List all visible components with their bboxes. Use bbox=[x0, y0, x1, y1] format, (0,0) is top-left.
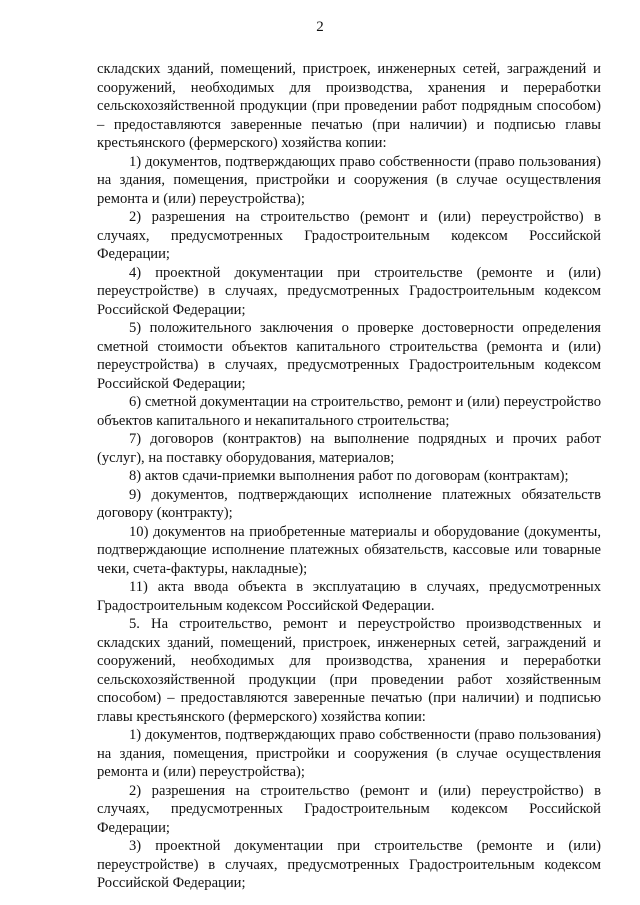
list-item: 1) документов, подтверждающих право собственности (право пользования) на здания, помещения, пристройки и сооружения (в случае осуществления ремонта и (или) переустройства); bbox=[97, 153, 601, 207]
list-item: 5) положительного заключения о проверке достоверности определения сметной стоимости объектов капитального строительства (ремонта и (или) переустройства) в случаях, предусмотренных Градостроительным кодексом Российской Федерации; bbox=[97, 320, 601, 392]
list-item: 9) документов, подтверждающих исполнение платежных обязательств договору (контракту); bbox=[97, 486, 601, 521]
list-item: 7) договоров (контрактов) на выполнение подрядных и прочих работ (услуг), на поставку оборудования, материалов; bbox=[97, 431, 601, 466]
document-body bbox=[97, 60, 601, 893]
list-item: 8) актов сдачи-приемки выполнения работ по договорам (контрактам); bbox=[129, 468, 569, 484]
section-paragraph: 5. На строительство, ремонт и переустройство производственных и складских зданий, помещений, пристроек, инженерных сетей, заграждений и сооружений, необходимых для производства, хранения и переработки сельскохозяйственной продукции (при проведении работ хозяйственным способом) – предоставляются заверенные печатью (при наличии) и подписью главы крестьянского (фермерского) хозяйства копии: bbox=[97, 616, 601, 725]
list-item: 11) акта ввода объекта в эксплуатацию в случаях, предусмотренных Градостроительным кодексом Российской Федерации. bbox=[97, 579, 601, 614]
page-number: 2 bbox=[316, 19, 324, 35]
list-item: 3) проектной документации при строительстве (ремонте и (или) переустройстве) в случаях, предусмотренных Градостроительным кодексом Российской Федерации; bbox=[97, 838, 601, 891]
list-item: 2) разрешения на строительство (ремонт и (или) переустройство) в случаях, предусмотренных Градостроительным кодексом Российской Федерации; bbox=[97, 782, 601, 836]
list-item: 6) сметной документации на строительство, ремонт и (или) переустройство объектов капитального и некапитального строительства; bbox=[97, 394, 601, 429]
list-item: 1) документов, подтверждающих право собственности (право пользования) на здания, помещения, пристройки и сооружения (в случае осуществления ремонта и (или) переустройства); bbox=[97, 727, 601, 780]
paragraph-continuation: складских зданий, помещений, пристроек, инженерных сетей, заграждений и сооружений, необходимых для производства, хранения и переработки сельскохозяйственной продукции (при проведении работ подрядным способом) – предоставляются заверенные печатью (при наличии) и подписью главы крестьянского (фермерского) хозяйства копии: bbox=[97, 61, 601, 151]
list-item: 10) документов на приобретенные материалы и оборудование (документы, подтверждающие исполнение платежных обязательств, кассовые или товарные чеки, счета-фактуры, накладные); bbox=[97, 523, 601, 577]
list-item: 4) проектной документации при строительстве (ремонте и (или) переустройстве) в случаях, предусмотренных Градостроительным кодексом Российской Федерации; bbox=[97, 264, 601, 318]
list-item: 2) разрешения на строительство (ремонт и (или) переустройство) в случаях, предусмотренных Градостроительным кодексом Российской Федерации; bbox=[97, 209, 601, 262]
